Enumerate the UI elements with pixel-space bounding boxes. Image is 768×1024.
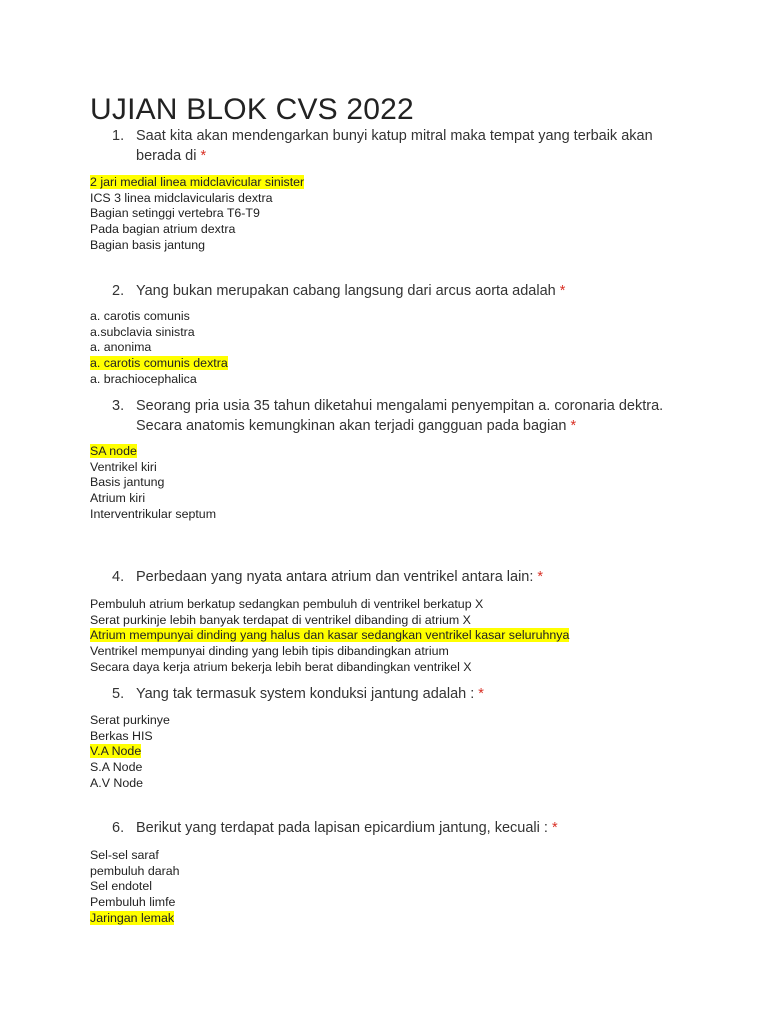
answer-option-highlighted xyxy=(90,628,710,644)
answer-option-text: a. carotis comunis xyxy=(90,309,190,323)
answer-option-text: Basis jantung xyxy=(90,475,165,490)
answer-option-text: a.subclavia sinistra xyxy=(90,324,195,339)
answer-option xyxy=(90,644,710,660)
answer-option-highlighted xyxy=(90,744,710,760)
answer-option-text: Pada bagian atrium dextra xyxy=(90,222,236,237)
question-3 xyxy=(112,397,692,436)
answer-option-highlighted xyxy=(90,444,710,460)
answer-option-text: a. brachiocephalica xyxy=(90,371,197,386)
answer-option-text: Ventrikel mempunyai dinding yang lebih tipis dibandingkan atrium xyxy=(90,644,449,659)
answer-option-text: Secara daya kerja atrium bekerja lebih berat dibandingkan ventrikel X xyxy=(90,659,472,674)
answer-option xyxy=(90,760,710,776)
answer-option-text: S.A Node xyxy=(90,760,143,775)
required-mark: * xyxy=(200,147,207,164)
answer-option-text: Interventrikular septum xyxy=(90,506,217,521)
answer-option-text: a. anonima xyxy=(90,340,152,355)
answer-option xyxy=(90,325,710,341)
answer-option-text: V.A Node xyxy=(90,744,142,759)
required-mark: * xyxy=(559,283,566,299)
options-2 xyxy=(90,309,710,388)
answer-option-text: SA node xyxy=(90,444,137,458)
options-1 xyxy=(90,175,710,254)
question-5 xyxy=(112,685,692,705)
required-mark: * xyxy=(570,417,577,434)
answer-option-text: pembuluh darah xyxy=(90,863,180,878)
document-title: UJIAN BLOK CVS 2022 xyxy=(90,93,414,126)
answer-option xyxy=(90,848,710,864)
answer-option xyxy=(90,879,710,895)
answer-option xyxy=(90,613,710,629)
answer-option xyxy=(90,460,710,476)
question-number: 6. xyxy=(112,820,125,836)
answer-option-text: Serat purkinje lebih banyak terdapat di ventrikel dibanding di atrium X xyxy=(90,612,471,627)
question-number: 3. xyxy=(112,398,125,414)
answer-option-text: Berkas HIS xyxy=(90,728,153,743)
answer-option-text: Pembuluh atrium berkatup sedangkan pembuluh di ventrikel berkatup X xyxy=(90,597,484,611)
answer-option xyxy=(90,191,710,207)
answer-option-text: 2 jari medial linea midclavicular sinister xyxy=(90,175,305,189)
answer-option-text: Jaringan lemak xyxy=(90,910,175,925)
question-number: 4. xyxy=(112,569,125,585)
answer-option xyxy=(90,238,710,254)
answer-option-text: Serat purkinye xyxy=(90,713,170,727)
answer-option xyxy=(90,729,710,745)
answer-option xyxy=(90,222,710,238)
answer-option-text: ICS 3 linea midclavicularis dextra xyxy=(90,190,273,205)
question-number: 2. xyxy=(112,283,125,299)
answer-option xyxy=(90,309,710,325)
question-number: 5. xyxy=(112,686,125,702)
answer-option xyxy=(90,597,710,613)
question-6 xyxy=(112,819,692,839)
answer-option-text: Bagian setinggi vertebra T6-T9 xyxy=(90,206,260,221)
answer-option xyxy=(90,776,710,792)
answer-option-highlighted xyxy=(90,911,710,927)
answer-option xyxy=(90,340,710,356)
answer-option-text: A.V Node xyxy=(90,775,144,790)
question-text: Yang tak termasuk system konduksi jantung adalah : xyxy=(136,686,475,702)
answer-option-text: Bagian basis jantung xyxy=(90,237,206,252)
answer-option-text: Pembuluh limfe xyxy=(90,895,176,910)
answer-option-text: Sel endotel xyxy=(90,879,153,894)
answer-option xyxy=(90,713,710,729)
question-text: Seorang pria usia 35 tahun diketahui mengalami penyempitan a. coronaria dektra. Secara anatomis kemungkinan akan terjadi gangguan pada bagian xyxy=(136,398,664,434)
required-mark: * xyxy=(551,820,558,836)
options-5 xyxy=(90,713,710,792)
required-mark: * xyxy=(537,569,544,585)
answer-option xyxy=(90,206,710,222)
answer-option-text: Atrium mempunyai dinding yang halus dan kasar sedangkan ventrikel kasar seluruhnya xyxy=(90,628,570,643)
answer-option-highlighted xyxy=(90,175,710,191)
answer-option-text: Atrium kiri xyxy=(90,491,146,506)
answer-option-text: Sel-sel saraf xyxy=(90,848,159,862)
question-1 xyxy=(112,127,692,166)
answer-option-text: a. carotis comunis dextra xyxy=(90,356,228,371)
question-text: Saat kita akan mendengarkan bunyi katup mitral maka tempat yang terbaik akan berada di xyxy=(136,128,653,164)
question-text: Berikut yang terdapat pada lapisan epicardium jantung, kecuali : xyxy=(136,820,548,836)
options-3 xyxy=(90,444,710,523)
question-4 xyxy=(112,568,692,588)
answer-option xyxy=(90,864,710,880)
question-text: Yang bukan merupakan cabang langsung dari arcus aorta adalah xyxy=(136,283,556,299)
answer-option-text: Ventrikel kiri xyxy=(90,459,157,474)
answer-option xyxy=(90,507,710,523)
required-mark: * xyxy=(478,686,484,702)
answer-option xyxy=(90,895,710,911)
question-2 xyxy=(112,282,692,302)
answer-option xyxy=(90,475,710,491)
question-text: Perbedaan yang nyata antara atrium dan ventrikel antara lain: xyxy=(136,569,534,585)
answer-option-highlighted xyxy=(90,356,710,372)
question-number: 1. xyxy=(112,128,125,144)
options-6 xyxy=(90,848,710,927)
answer-option xyxy=(90,372,710,388)
answer-option xyxy=(90,491,710,507)
options-4 xyxy=(90,597,710,676)
answer-option xyxy=(90,660,710,676)
